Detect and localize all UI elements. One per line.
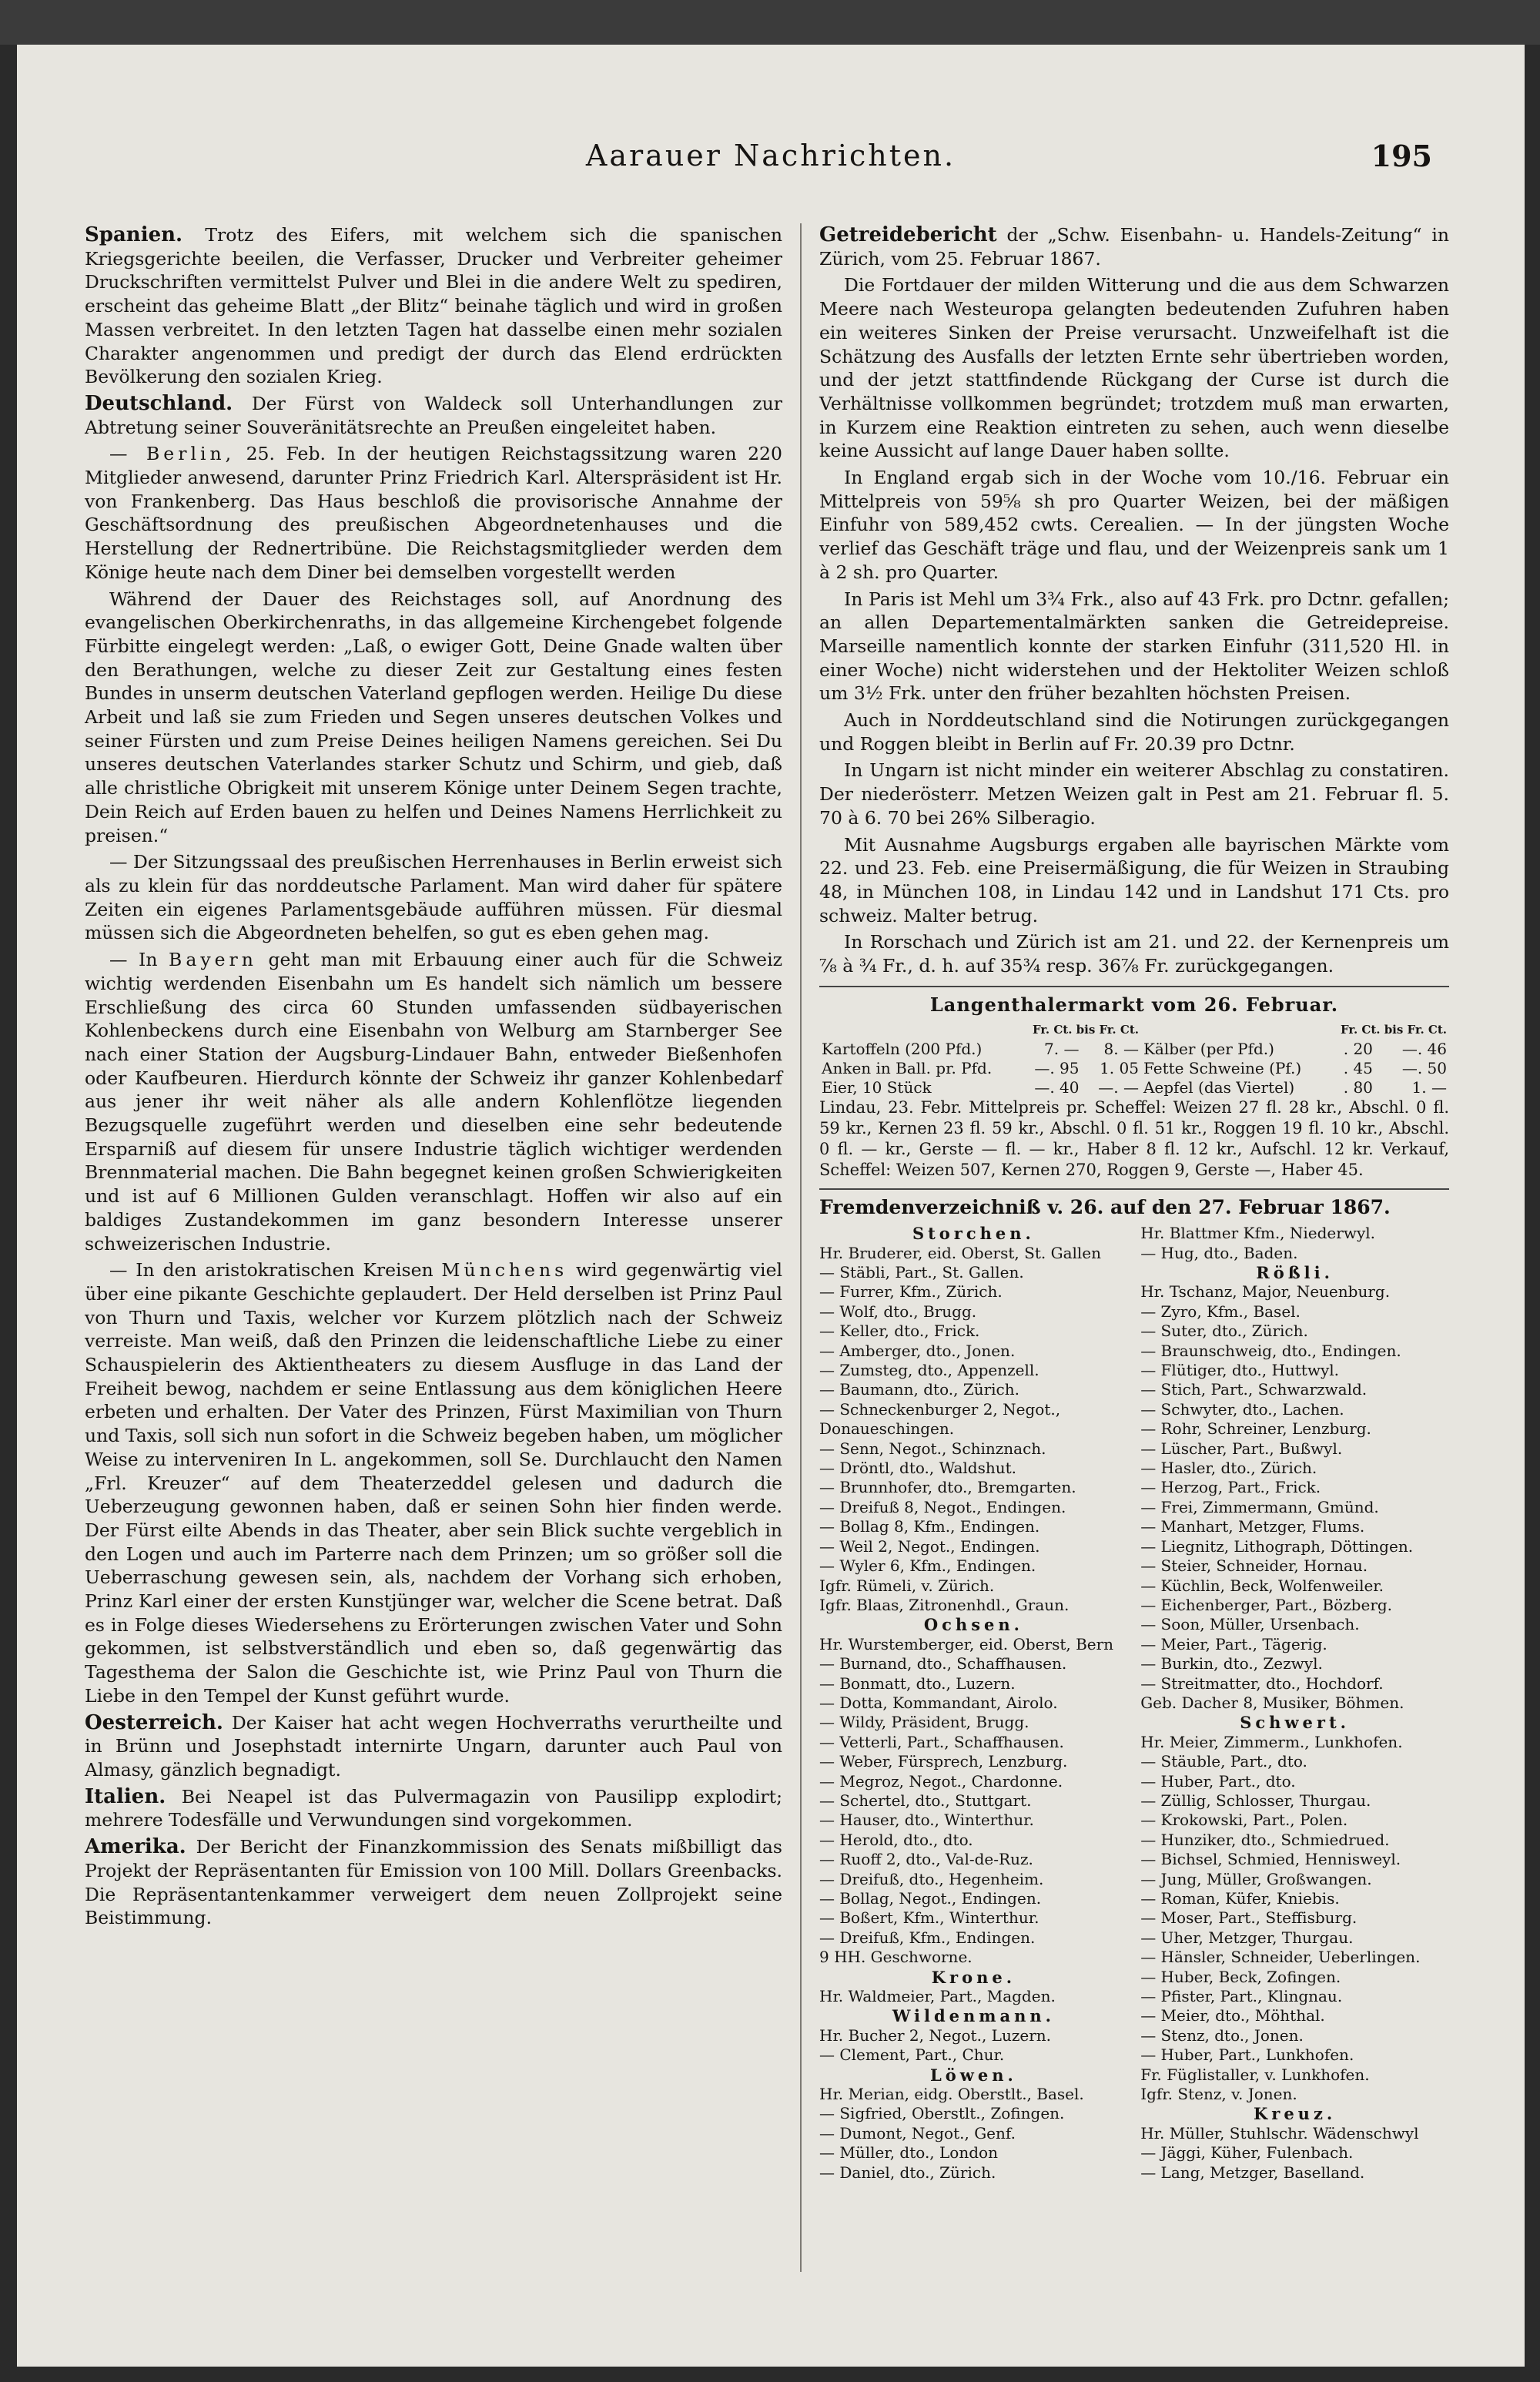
guest-entry: Geb. Dacher 8, Musiker, Böhmen. xyxy=(1140,1693,1404,1712)
guest-entry: — Lüscher, Part., Bußwyl. xyxy=(1140,1439,1343,1458)
guest-entry: — Clement, Part., Chur. xyxy=(819,2045,1005,2065)
article-deutschland xyxy=(85,392,782,439)
right-column xyxy=(819,223,1449,2183)
scan-top-margin xyxy=(0,0,1540,45)
guest-entry: — Daniel, dto., Zürich. xyxy=(819,2163,996,2182)
guest-entry: — Soon, Müller, Ursenbach. xyxy=(1140,1615,1360,1634)
guest-entry: — Burkin, dto., Zezwyl. xyxy=(1140,1654,1323,1673)
lindau-report: Lindau, 23. Febr. Mittelpreis pr. Scheffel: Weizen 27 fl. 28 kr., Abschl. 0 fl. 59 kr., Kernen 23 fl. 59 kr., Abschl. 0 fl. 51 kr., Roggen 19 fl. 10 kr., Abschl. 0 fl. — kr., Gerste — fl. — kr., Haber 8 fl. 12 kr., Aufschl. 12 kr. Verkauf, Scheffel: Weizen 507, Kernen 270, Roggen 9, Gerste —, Haber 45. xyxy=(819,1097,1449,1179)
article-kirchengebet: Während der Dauer des Reichstages soll, auf Anordnung des evangelischen Oberkirchenraths, in das allgemeine Kirchengebet folgende Fürbitte eingelegt werden: „Laß, o ewiger Gott, Deine Gnade walten über den Berathungen, welche zu dieser Zeit zur Gestaltung eines festen Bundes in unserm deutschen Vaterland gepflogen werden. Heilige Du diese Arbeit und laß sie zum Frieden und Segen unseres deutschen Volkes und seiner Fürsten und zum Preise Deines heiligen Namens gereichen. Sei Du unseres deutschen Vaterlandes starker Schutz und Schirm, und gieb, daß alle christliche Obrigkeit mit unserem Könige unter Deinem Segen trachte, Dein Reich auf Erden bauen zu helfen und Deines Namens Herrlichkeit zu preisen.“ xyxy=(85,588,782,846)
guest-entry: Hr. Waldmeier, Part., Magden. xyxy=(819,1987,1056,2006)
guest-entry: — Lang, Metzger, Baselland. xyxy=(1140,2163,1365,2182)
guest-entry: — Huber, Part., Lunkhofen. xyxy=(1140,2045,1354,2065)
hotel-heading: Wildenmann. xyxy=(892,2006,1055,2026)
heading-deutschland: Deutschland. xyxy=(85,391,233,415)
newspaper-title: Aarauer Nachrichten. xyxy=(585,139,956,173)
guest-entry: — Stäbli, Part., St. Gallen. xyxy=(819,1263,1024,1282)
guest-entry: — Vetterli, Part., Schaffhausen. xyxy=(819,1732,1064,1751)
guest-entry: — Herold, dto., dto. xyxy=(819,1830,973,1849)
lead-muenchen: — In den aristokratischen Kreisen xyxy=(109,1259,434,1281)
guest-entry: — Hänsler, Schneider, Ueberlingen. xyxy=(1140,1948,1421,1967)
text-deutschland: Der Fürst von Waldeck soll Unterhandlungen zur Abtretung seiner Souveränitätsrechte an Preußen eingeleitet haben. xyxy=(85,392,782,438)
guest-entry: — Huber, Beck, Zofingen. xyxy=(1140,1967,1341,1986)
market-price-to-left: 8. — xyxy=(1103,1039,1139,1058)
guest-entry: — Züllig, Schlosser, Thurgau. xyxy=(1140,1791,1371,1810)
guest-entry: — Dotta, Kommandant, Airolo. xyxy=(819,1693,1058,1712)
getreidebericht-paragraph-4: Auch in Norddeutschland sind die Notirungen zurückgegangen und Roggen bleibt in Berlin auf Fr. 20.39 pro Dctnr. xyxy=(819,709,1449,755)
fremden-subcolumn-left xyxy=(819,1224,1128,2183)
text-berlin: 25. Feb. In der heutigen Reichstagssitzung waren 220 Mitglieder anwesend, darunter Prinz Friedrich Karl. Alterspräsident ist Hr. von Frankenberg. Das Haus beschloß die provisorische Annahme der Geschäftsordnung des preußischen Abgeordnetenhauses und die Herstellung der Rednertribüne. Die Reichstagsmitglieder werden dem Könige heute nach dem Diner bei demselben vorgestellt werden xyxy=(85,443,782,583)
guest-entry: — Weil 2, Negot., Endingen. xyxy=(819,1536,1040,1556)
guest-entry: — Keller, dto., Frick. xyxy=(819,1322,980,1341)
guest-entry: — Rohr, Schreiner, Lenzburg. xyxy=(1140,1419,1371,1439)
guest-entry: — Jäggi, Küher, Fulenbach. xyxy=(1140,2143,1354,2163)
guest-entry: — Wildy, Präsident, Brugg. xyxy=(819,1713,1029,1732)
heading-italien: Italien. xyxy=(85,1784,166,1808)
guest-entry: Hr. Bucher 2, Negot., Luzern. xyxy=(819,2025,1051,2045)
guest-entry: — Bollag, Negot., Endingen. xyxy=(819,1889,1042,1908)
section-rule xyxy=(819,986,1449,987)
hotel-heading: Krone. xyxy=(931,1967,1016,1987)
hotel-heading: Rößli. xyxy=(1256,1263,1334,1283)
guest-entry: — Bichsel, Schmied, Hennisweyl. xyxy=(1140,1850,1401,1869)
guest-entry: — Müller, dto., London xyxy=(819,2143,998,2163)
guest-entry: — Zyro, Kfm., Basel. xyxy=(1140,1302,1301,1321)
market-price-from-right: . 20 xyxy=(1343,1039,1373,1058)
fremdenverzeichnis xyxy=(819,1224,1449,2183)
market-col-header-left: Fr. Ct. bis Fr. Ct. xyxy=(1033,1022,1139,1037)
guest-entry: — Hug, dto., Baden. xyxy=(1140,1243,1298,1262)
guest-entry: — Frei, Zimmermann, Gmünd. xyxy=(1140,1497,1379,1516)
guest-entry: — Manhart, Metzger, Flums. xyxy=(1140,1517,1365,1536)
guest-entry: — Roman, Küfer, Kniebis. xyxy=(1140,1889,1340,1908)
guest-entry: Hr. Bruderer, eid. Oberst, St. Gallen xyxy=(819,1243,1101,1262)
article-amerika xyxy=(85,1835,782,1930)
guest-entry: — Dröntl, dto., Waldshut. xyxy=(819,1459,1016,1478)
guest-entry: — Ruoff 2, dto., Val-de-Ruz. xyxy=(819,1850,1033,1869)
guest-entry: — Weber, Fürsprech, Lenzburg. xyxy=(819,1752,1068,1771)
market-header-row xyxy=(819,1020,1449,1040)
market-price-table xyxy=(819,1020,1449,1097)
text-muenchen: wird gegenwärtig viel über eine pikante Geschichte geplaudert. Der Held derselben ist Prinz Paul von Thurn und Taxis, welcher vor Kurzem plötzlich nach der Schweiz verreiste. Man weiß, daß den Prinzen die leidenschaftliche Liebe zu einer Schauspielerin des Aktientheaters zu diesem Ausfluge in das Land der Freiheit bewog, nachdem er seine Entlassung aus dem königlichen Heere erbeten und erhalten. Der Vater des Prinzen, Fürst Maximilian von Thurn und Taxis, soll sich nun sofort in die Schweiz begeben haben, um möglicher Weise zu interveniren In L. angekommen, soll Se. Durchlaucht den Namen „Frl. Kreuzer“ auf dem Theaterzeddel gelesen und dadurch die Ueberzeugung gewonnen haben, daß er seinen Sohn hier finden werde. Der Fürst eilte Abends in das Theater, aber sein Blick suchte vergeblich in den Logen und auch im Parterre nach dem Prinzen; um so größer soll die Ueberraschung gewesen sein, als, nachdem der Vorhang sich erhoben, Prinz Karl einer der ersten Kunstjünger war, welcher die Scene betrat. Daß es in Folge dieses Wiedersehens zu Erörterungen zwischen Vater und Sohn gekommen, ist selbstverständlich und eben so, daß gegenwärtig das Tagesthema der Salon die Geschichte ist, wie Prinz Paul von Thurn die Liebe in den Tempel der Kunst geführt wurde. xyxy=(85,1259,782,1707)
article-oesterreich xyxy=(85,1711,782,1782)
market-item-left: Kartoffeln (200 Pfd.) xyxy=(822,1039,983,1058)
guest-entry: — Zumsteg, dto., Appenzell. xyxy=(819,1361,1040,1380)
left-column xyxy=(85,223,782,1933)
market-title: Langenthalermarkt vom 26. Februar. xyxy=(929,993,1339,1016)
guest-entry: Hr. Blattmer Kfm., Niederwyl. xyxy=(1140,1224,1376,1243)
guest-entry: 9 HH. Geschworne. xyxy=(819,1948,973,1967)
guest-entry: Igfr. Stenz, v. Jonen. xyxy=(1140,2085,1297,2104)
guest-entry: — Dreifuß 8, Negot., Endingen. xyxy=(819,1497,1066,1516)
guest-entry: Igfr. Rümeli, v. Zürich. xyxy=(819,1576,995,1595)
getreidebericht-paragraph-5: In Ungarn ist nicht minder ein weiterer Abschlag zu constatiren. Der niederösterr. Metzen Weizen galt in Pest am 21. Februar fl. 5. 70 à 6. 70 bei 26% Silberagio. xyxy=(819,759,1449,829)
guest-entry: — Eichenberger, Part., Bözberg. xyxy=(1140,1595,1393,1614)
market-price-from-left: —. 40 xyxy=(1034,1077,1080,1097)
market-item-right: Aepfel (das Viertel) xyxy=(1143,1077,1295,1097)
guest-entry: — Herzog, Part., Frick. xyxy=(1140,1478,1321,1497)
section-rule xyxy=(819,1188,1449,1190)
market-price-to-right: 1. — xyxy=(1411,1077,1447,1097)
market-price-to-right: —. 50 xyxy=(1401,1058,1447,1077)
guest-entry: Fr. Füglistaller, v. Lunkhofen. xyxy=(1140,2065,1370,2084)
article-bayern xyxy=(85,948,782,1255)
guest-entry: — Hasler, dto., Zürich. xyxy=(1140,1459,1317,1478)
guest-entry: — Schwyter, dto., Lachen. xyxy=(1140,1399,1344,1419)
heading-amerika: Amerika. xyxy=(85,1835,186,1859)
market-row xyxy=(819,1078,1449,1097)
text-amerika: Der Bericht der Finanzkommission des Senats mißbilligt das Projekt der Repräsentanten für Emission von 100 Mill. Dollars Greenbacks. Die Repräsentantenkammer verweigert dem neuen Zollprojekt seine Beistimmung. xyxy=(85,1836,782,1929)
guest-entry: — Stich, Part., Schwarzwald. xyxy=(1140,1380,1368,1399)
fremden-subcolumn-right xyxy=(1140,1224,1449,2183)
guest-entry: Igfr. Blaas, Zitronenhdl., Graun. xyxy=(819,1595,1070,1614)
guest-entry: — Stäuble, Part., dto. xyxy=(1140,1752,1307,1771)
guest-entry: Donaueschingen. xyxy=(819,1419,955,1439)
guest-entry: — Hauser, dto., Winterthur. xyxy=(819,1811,1034,1830)
guest-entry: — Flütiger, dto., Huttwyl. xyxy=(1140,1361,1340,1380)
guest-entry: — Dumont, Negot., Genf. xyxy=(819,2123,1016,2142)
guest-entry: — Liegnitz, Lithograph, Döttingen. xyxy=(1140,1536,1414,1556)
market-price-from-right: . 80 xyxy=(1343,1077,1373,1097)
market-item-left: Eier, 10 Stück xyxy=(822,1077,932,1097)
guest-entry: — Wyler 6, Kfm., Endingen. xyxy=(819,1556,1036,1576)
guest-entry: — Bonmatt, dto., Luzern. xyxy=(819,1673,1016,1693)
column-divider xyxy=(800,223,802,2272)
guest-entry: — Meier, dto., Möhthal. xyxy=(1140,2006,1325,2025)
guest-entry: — Senn, Negot., Schinznach. xyxy=(819,1439,1046,1458)
hotel-heading: Kreuz. xyxy=(1254,2104,1337,2124)
market-price-to-left: 1. 05 xyxy=(1100,1058,1139,1077)
guest-entry: Hr. Müller, Stuhlschr. Wädenschwyl xyxy=(1140,2123,1419,2142)
place-bayern: Bayern xyxy=(169,949,257,971)
guest-entry: Hr. Wurstemberger, eid. Oberst, Bern xyxy=(819,1634,1114,1653)
masthead xyxy=(17,139,1525,185)
guest-entry: — Amberger, dto., Jonen. xyxy=(819,1341,1016,1360)
guest-entry: — Brunnhofer, dto., Bremgarten. xyxy=(819,1478,1076,1497)
hotel-heading: Löwen. xyxy=(930,2065,1017,2085)
getreidebericht-intro xyxy=(819,223,1449,270)
getreidebericht-paragraph-7: In Rorschach und Zürich ist am 21. und 22. der Kernenpreis um ⅞ à ¾ Fr., d. h. auf 35¾ resp. 36⅞ Fr. zurückgegangen. xyxy=(819,931,1449,977)
getreidebericht-paragraph-3: In Paris ist Mehl um 3¾ Frk., also auf 43 Frk. pro Dctnr. gefallen; an allen Departementalmärkten sanken die Getreidepreise. Marseille namentlich konnte der starken Einfuhr (311,520 Hl. in einer Woche) nicht widerstehen und der Hektoliter Weizen schloß um 3½ Frk. unter den früher bezahlten höchsten Preisen. xyxy=(819,588,1449,705)
guest-entry: — Dreifuß, dto., Hegenheim. xyxy=(819,1869,1044,1888)
text-italien: Bei Neapel ist das Pulvermagazin von Pausilipp explodirt; mehrere Todesfälle und Verwundungen sind vorgekommen. xyxy=(85,1785,782,1831)
market-row xyxy=(819,1059,1449,1078)
text-oesterreich: Der Kaiser hat acht wegen Hochverraths verurtheilte und in Brünn und Josephstadt internirte Ungarn, darunter auch Paul von Almasy, gänzlich begnadigt. xyxy=(85,1711,782,1781)
fremdenverzeichnis-title: Fremdenverzeichniß v. 26. auf den 27. Februar 1867. xyxy=(819,1195,1391,1218)
guest-entry: — Pfister, Part., Klingnau. xyxy=(1140,1987,1343,2006)
heading-oesterreich: Oesterreich. xyxy=(85,1710,223,1734)
guest-entry: — Dreifuß, Kfm., Endingen. xyxy=(819,1928,1036,1947)
guest-entry: — Krokowski, Part., Polen. xyxy=(1140,1811,1348,1830)
guest-entry: — Boßert, Kfm., Winterthur. xyxy=(819,1908,1040,1928)
market-price-to-right: —. 46 xyxy=(1401,1039,1447,1058)
guest-entry: — Streitmatter, dto., Hochdorf. xyxy=(1140,1673,1384,1693)
market-price-from-right: . 45 xyxy=(1343,1058,1373,1077)
guest-entry: — Küchlin, Beck, Wolfenweiler. xyxy=(1140,1576,1384,1595)
guest-entry: — Burnand, dto., Schaffhausen. xyxy=(819,1654,1067,1673)
guest-entry: — Wolf, dto., Brugg. xyxy=(819,1302,977,1321)
place-berlin: — Berlin, xyxy=(109,443,236,465)
guest-entry: — Huber, Part., dto. xyxy=(1140,1771,1296,1791)
guest-entry: — Steier, Schneider, Hornau. xyxy=(1140,1556,1368,1576)
heading-getreidebericht: Getreidebericht xyxy=(819,223,997,246)
text-bayern: geht man mit Erbauung einer auch für die Schweiz wichtig werdenden Eisenbahn um Es handelt sich nämlich um bessere Erschließung des circa 60 Stunden umfassenden südbayerischen Kohlenbeckens durch eine Eisenbahn von Welburg am Starnberger See nach einer Station der Augsburg-Lindauer Bahn, entweder Bießenhofen oder Kaufbeuren. Hierdurch könnte der Schweiz ihr ganzer Kohlenbedarf aus jener ihr weit näher als alle andern Kohlenflötze liegenden Bezugsquelle zugeführt werden und dieselben eine sehr bedeutende Ersparniß auf diesem für unsere Industrie täglich wichtiger werdenden Brennmaterial machen. Die Bahn begegnet keinen großen Schwierigkeiten und ist auf 6 Millionen Gulden veranschlagt. Hoffen wir also auf ein baldiges Zustandekommen im ganz besondern Interesse unserer schweizerischen Industrie. xyxy=(85,949,782,1255)
guest-entry: — Megroz, Negot., Chardonne. xyxy=(819,1771,1063,1791)
guest-entry: — Uher, Metzger, Thurgau. xyxy=(1140,1928,1354,1947)
guest-entry: Hr. Merian, eidg. Oberstlt., Basel. xyxy=(819,2085,1084,2104)
guest-entry: — Hunziker, dto., Schmiedrued. xyxy=(1140,1830,1390,1849)
place-muenchen: Münchens xyxy=(441,1259,568,1281)
page-number: 195 xyxy=(1371,139,1432,173)
getreidebericht-source: der „Schw. Eisenbahn- u. Handels-Zeitung“ in Zürich, vom 25. Februar 1867. xyxy=(819,224,1449,270)
guest-entry: — Sigfried, Oberstlt., Zofingen. xyxy=(819,2104,1065,2123)
guest-entry: — Schneckenburger 2, Negot., xyxy=(819,1399,1061,1419)
guest-entry: — Bollag 8, Kfm., Endingen. xyxy=(819,1517,1040,1536)
market-row xyxy=(819,1040,1449,1059)
market-price-to-left: —. — xyxy=(1098,1077,1139,1097)
guest-entry: — Braunschweig, dto., Endingen. xyxy=(1140,1341,1401,1360)
guest-entry: — Suter, dto., Zürich. xyxy=(1140,1322,1308,1341)
guest-entry: — Stenz, dto., Jonen. xyxy=(1140,2025,1304,2045)
market-col-header-right: Fr. Ct. bis Fr. Ct. xyxy=(1341,1022,1447,1037)
guest-entry: — Jung, Müller, Großwangen. xyxy=(1140,1869,1372,1888)
guest-entry: Hr. Tschanz, Major, Neuenburg. xyxy=(1140,1282,1391,1302)
market-price-from-left: 7. — xyxy=(1044,1039,1080,1058)
hotel-heading: Storchen. xyxy=(912,1224,1035,1244)
text-spanien: Trotz des Eifers, mit welchem sich die spanischen Kriegsgerichte beeilen, die Verfasser, Drucker und Verbreiter geheimer Druckschriften vermittelst Pulver und Blei in die andere Welt zu spediren, erscheint das geheime Blatt „der Blitz“ beinahe täglich und wird in großen Massen verbreitet. In den letzten Tagen hat dasselbe einen mehr sozialen Charakter angenommen und predigt der durch das Elend erdrückten Bevölkerung den sozialen Krieg. xyxy=(85,224,782,388)
guest-entry: — Furrer, Kfm., Zürich. xyxy=(819,1282,1003,1302)
guest-entry: — Baumann, dto., Zürich. xyxy=(819,1380,1019,1399)
hotel-heading: Schwert. xyxy=(1240,1713,1350,1733)
guest-entry: — Moser, Part., Steffisburg. xyxy=(1140,1908,1358,1928)
newspaper-page xyxy=(17,45,1525,2367)
getreidebericht-paragraph-6: Mit Ausnahme Augsburgs ergaben alle bayrischen Märkte vom 22. und 23. Feb. eine Preisermäßigung, die für Weizen in Straubing 48, in München 108, in Lindau 142 und in Landshut 171 Cts. pro schweiz. Malter betrug. xyxy=(819,833,1449,926)
article-muenchen xyxy=(85,1258,782,1707)
getreidebericht-paragraph-1: Die Fortdauer der milden Witterung und die aus dem Schwarzen Meere nach Westeuropa gelangten bedeutenden Zufuhren haben ein weiteres Sinken der Preise verursacht. Unzweifelhaft ist die Schätzung des Ausfalls der letzten Ernte sehr übertrieben worden, und der jetzt stattfindende Rückgang der Curse ist durch die Verhältnisse vollkommen begründet; trotzdem muß man erwarten, in Kurzem eine Reaktion eintreten zu sehen, auch wenn dieselbe keine Aussicht auf lange Dauer haben sollte. xyxy=(819,274,1449,462)
market-price-from-left: —. 95 xyxy=(1034,1058,1080,1077)
guest-entry: — Meier, Part., Tägerig. xyxy=(1140,1634,1327,1653)
article-berlin xyxy=(85,442,782,584)
article-italien xyxy=(85,1785,782,1832)
market-item-left: Anken in Ball. pr. Pfd. xyxy=(822,1058,993,1077)
getreidebericht-paragraph-2: In England ergab sich in der Woche vom 10./16. Februar ein Mittelpreis von 59⅝ sh pro Quarter Weizen, bei der mäßigen Einfuhr von 589,452 cwts. Cerealien. — In der jüngsten Woche verlief das Geschäft träge und flau, und der Weizenpreis sank um 1 à 2 sh. pro Quarter. xyxy=(819,467,1449,583)
hotel-heading: Ochsen. xyxy=(923,1615,1023,1635)
article-sitzungssaal: — Der Sitzungssaal des preußischen Herrenhauses in Berlin erweist sich als zu klein für das norddeutsche Parlament. Man wird daher für spätere Zeiten ein eigenes Parlamentsgebäude aufführen müssen. Für diesmal müssen sich die Abgeordneten behelfen, so gut es eben gehen mag. xyxy=(85,851,782,944)
guest-entry: — Schertel, dto., Stuttgart. xyxy=(819,1791,1032,1810)
heading-spanien: Spanien. xyxy=(85,223,183,246)
guest-entry: Hr. Meier, Zimmerm., Lunkhofen. xyxy=(1140,1732,1403,1751)
article-spanien xyxy=(85,223,782,389)
market-item-right: Fette Schweine (Pf.) xyxy=(1143,1058,1302,1077)
market-item-right: Kälber (per Pfd.) xyxy=(1143,1039,1274,1058)
lead-bayern: — In xyxy=(109,949,158,971)
